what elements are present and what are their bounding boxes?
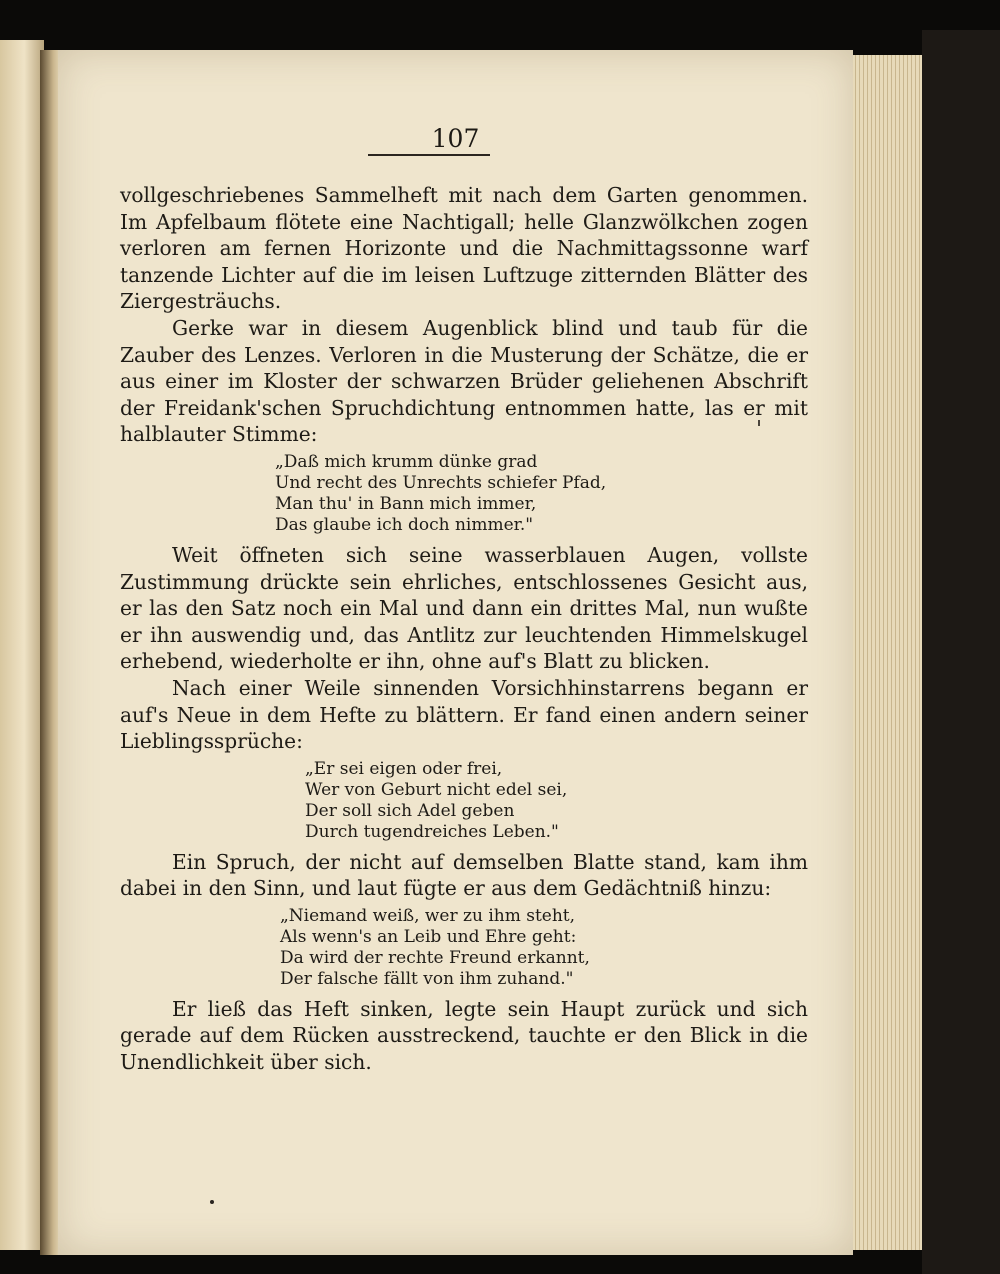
page-body: [120, 182, 808, 1076]
page-number: 107: [431, 124, 480, 153]
poem-line: Das glaube ich doch nimmer.": [275, 514, 534, 535]
poem-line: „Er sei eigen oder frei,: [305, 758, 503, 779]
paragraph-3: Weit öffneten sich seine wasserblauen Augen, vollste Zustimmung drückte sein ehrliches, entschlossenes Gesicht aus, er las den Satz noch ein Mal und dann ein drittes Mal, nun wußte er ihn auswendig und, das Antlitz zur leuchtenden Himmelskugel erhebend, wiederholte er ihn, ohne auf's Blatt zu blicken.: [120, 542, 808, 674]
paragraph-1: vollgeschriebenes Sammelheft mit nach dem Garten genommen. Im Apfelbaum flötete eine Nachtigall; helle Glanzwölkchen zogen verloren am fernen Horizonte und die Nachmittagssonne warf tanzende Lichter auf die im leisen Luftzuge zitternden Blätter des Ziergesträuchs.: [120, 183, 808, 314]
poem-line: „Daß mich krumm dünke grad: [275, 451, 538, 472]
left-page-edge: [0, 40, 44, 1250]
poem-line: Man thu' in Bann mich immer,: [275, 493, 537, 514]
poem-line: Der soll sich Adel geben: [305, 800, 515, 821]
poem-line: Als wenn's an Leib und Ehre geht:: [280, 926, 577, 947]
poem-line: Und recht des Unrechts schiefer Pfad,: [275, 472, 607, 493]
poem-1: [120, 452, 808, 536]
page-stack-edge: [852, 55, 922, 1250]
poem-line: „Niemand weiß, wer zu ihm steht,: [280, 905, 576, 926]
paragraph-2: Gerke war in diesem Augenblick blind und taub für die Zauber des Lenzes. Verloren in die Musterung der Schätze, die er aus einer im Kloster der schwarzen Brüder geliehenen Abschrift der Freidank'schen Spruchdichtung entnommen hatte, las er mit halblauter Stimme:: [120, 315, 808, 447]
paragraph-5: Ein Spruch, der nicht auf demselben Blatte stand, kam ihm dabei in den Sinn, und laut fügte er aus dem Gedächtniß hinzu:: [120, 849, 808, 901]
poem-line: Durch tugendreiches Leben.": [305, 821, 559, 842]
poem-3: [120, 906, 808, 990]
poem-line: Der falsche fällt von ihm zuhand.": [280, 968, 574, 989]
ink-speck: [210, 1200, 214, 1204]
poem-2: [120, 759, 808, 843]
paragraph-4: Nach einer Weile sinnenden Vorsichhinstarrens begann er auf's Neue in dem Hefte zu blättern. Er fand einen andern seiner Lieblingssprüche:: [120, 675, 808, 754]
page-number-rule: [368, 154, 490, 156]
poem-line: Wer von Geburt nicht edel sei,: [305, 779, 568, 800]
book-cover: [922, 30, 1000, 1274]
poem-line: Da wird der rechte Freund erkannt,: [280, 947, 590, 968]
book-page: [58, 50, 853, 1255]
paragraph-6: Er ließ das Heft sinken, legte sein Haupt zurück und sich gerade auf dem Rücken ausstreckend, tauchte er den Blick in die Unendlichkeit über sich.: [120, 996, 808, 1075]
